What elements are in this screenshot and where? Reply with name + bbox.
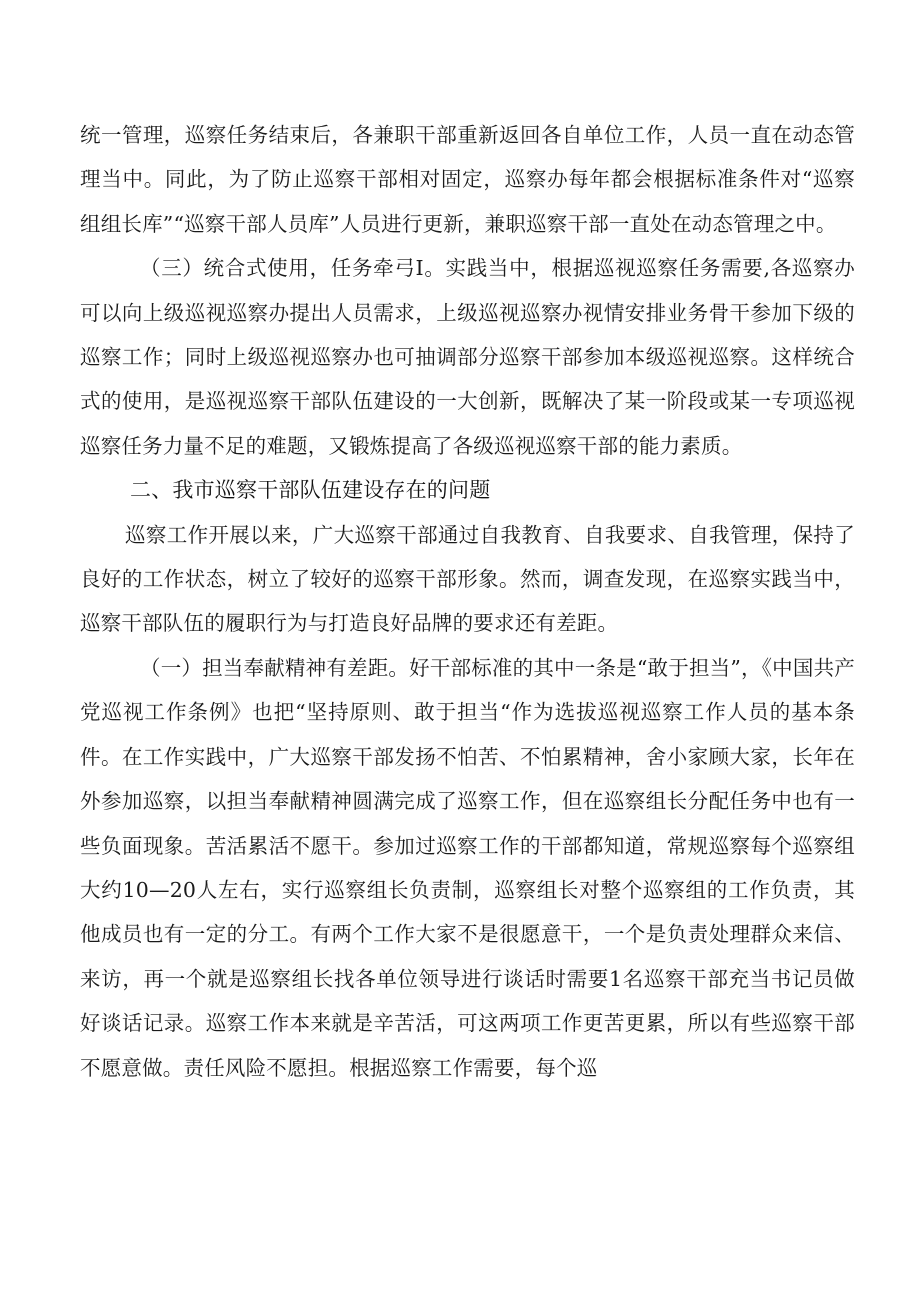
paragraph-dedication-gap: （一）担当奉献精神有差距。好干部标准的其中一条是“敢于担当”，《中国共产党巡视工作条例》也把“坚持原则、敢于担当“作为选拔巡视巡察工作人员的基本条件。在工作实践中，广大巡察干部发扬不怕苦、不怕累精神，舍小家顾大家，长年在外参加巡察，以担当奉献精神圆满完成了巡察工作，但在巡察组长分配任务中也有一些负面现象。苦活累活不愿干。参加过巡察工作的干部都知道，常规巡察每个巡察组大约10—20人左右，实行巡察组长负责制，巡察组长对整个巡察组的工作负责，其他成员也有一定的分工。有两个工作大家不是很愿意干，一个是负责处理群众来信、来访，再一个就是巡察组长找各单位领导进行谈话时需要1名巡察干部充当书记员做好谈话记录。巡察工作本来就是辛苦活，可这两项工作更苦更累，所以有些巡察干部不愿意做。责任风险不愿担。根据巡察工作需要，每个巡 — [80, 655, 855, 1080]
paragraph-overview: 巡察工作开展以来，广大巡察干部通过自我教育、自我要求、自我管理，保持了良好的工作状态，树立了较好的巡察干部形象。然而，调查发现，在巡察实践当中，巡察干部队伍的履职行为与打造良好品牌的要求还有差距。 — [80, 522, 855, 636]
paragraph-integrated-use: （三）统合式使用，任务牵弓I。实践当中，根据巡视巡察任务需要,各巡察办可以向上级巡视巡察办提出人员需求，上级巡视巡察办视情安排业务骨干参加下级的巡察工作；同时上级巡视巡察办也可抽调部分巡察干部参加本级巡视巡察。这样统合式的使用，是巡视巡察干部队伍建设的一大创新，既解决了某一阶段或某一专项巡视巡察任务力量不足的难题，又锻炼提高了各级巡视巡察干部的能力素质。 — [80, 256, 855, 458]
paragraph-dynamic-management: 统一管理，巡察任务结束后，各兼职干部重新返回各自单位工作，人员一直在动态管理当中。同此，为了防止巡察干部相对固定，巡察办每年都会根据标准条件对“巡察组组长库”“巡察干部人员库”人员进行更新，兼职巡察干部一直处在动态管理之中。 — [80, 123, 855, 236]
document-body — [80, 113, 855, 1090]
section-heading-problems: 二、我市巡察干部队伍建设存在的问题 — [130, 478, 491, 503]
